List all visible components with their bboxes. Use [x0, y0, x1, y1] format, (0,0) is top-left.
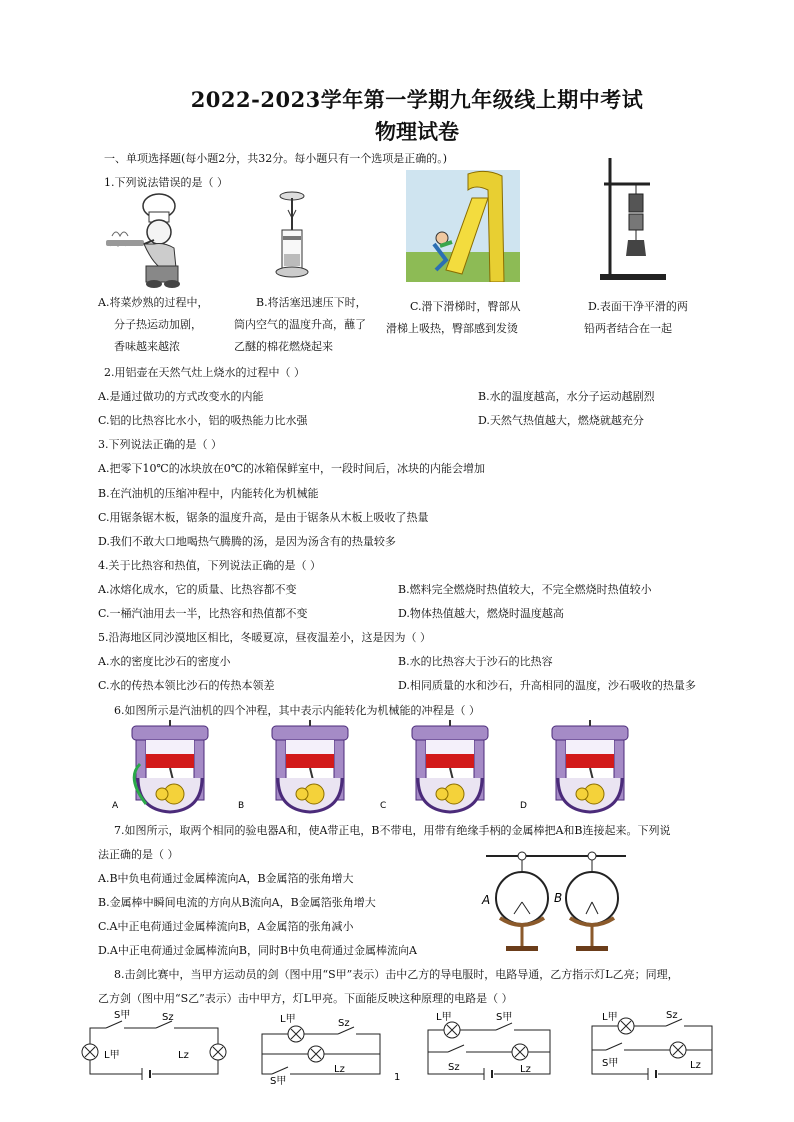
- question-6-stem: 6.如图所示是汽油机的四个冲程，其中表示内能转化为机械能的冲程是（ ）: [114, 704, 480, 717]
- circuit-c-l-jia: L甲: [436, 1012, 452, 1023]
- circuit-d-l-jia: L甲: [602, 1012, 618, 1023]
- q1-b-line3: 乙醚的棉花燃烧起来: [234, 340, 333, 353]
- q2-option-b: B.水的温度越高，水分子运动越剧烈: [478, 390, 655, 403]
- q4-option-a: A.冰熔化成水，它的质量、比热容都不变: [98, 583, 297, 596]
- circuit-c-s-jia: S甲: [496, 1012, 513, 1023]
- q3-option-b: B.在汽油机的压缩冲程中，内能转化为机械能: [98, 487, 319, 500]
- q7-option-a: A.B中负电荷通过金属棒流向A，B金属箔的张角增大: [98, 872, 354, 885]
- q7-option-d: D.A中正电荷通过金属棒流向B，同时B中负电荷通过金属棒流向A: [98, 944, 417, 957]
- page-number: 1: [394, 1072, 401, 1083]
- q4-option-b: B.燃料完全燃烧时热值较大，不完全燃烧时热值较小: [398, 583, 652, 596]
- question-2-stem: 2.用铝壶在天然气灶上烧水的过程中（ ）: [104, 366, 305, 379]
- question-1-stem: 1.下列说法错误的是（ ）: [104, 176, 228, 189]
- circuit-b-l-yi: Lz: [334, 1064, 345, 1075]
- q2-option-d: D.天然气热值越大，燃烧就越充分: [478, 414, 644, 427]
- exam-subtitle: 物理试卷: [375, 119, 459, 144]
- question-7-stem-line1: 7.如图所示，取两个相同的验电器A和，使A带正电，B不带电，用带有绝缘手柄的金属棒把A和B连接起来。下列说: [114, 824, 671, 837]
- engine-label-c: C: [380, 801, 387, 811]
- circuit-a-l-jia: L甲: [104, 1050, 120, 1061]
- electroscopes-figure: [476, 844, 636, 956]
- circuit-c-s-yi: Sz: [448, 1062, 460, 1073]
- engine-label-b: B: [238, 801, 245, 811]
- circuit-d-s-jia: S甲: [602, 1058, 619, 1069]
- cooking-chef-image: [104, 188, 204, 288]
- q7-option-c: C.A中正电荷通过金属棒流向B，A金属箔的张角减小: [98, 920, 354, 933]
- circuit-b-s-jia: S甲: [270, 1076, 287, 1086]
- q5-option-c: C.水的传热本领比沙石的传热本领差: [98, 679, 275, 692]
- circuit-options-figure: [76, 1008, 726, 1086]
- q5-option-d: D.相同质量的水和沙石，升高相同的温度，沙石吸收的热量多: [398, 679, 696, 692]
- q2-option-a: A.是通过做功的方式改变水的内能: [98, 390, 264, 403]
- q3-option-d: D.我们不敢大口地喝热气腾腾的汤，是因为汤含有的热量较多: [98, 535, 396, 548]
- q1-a-line3: 香味越来越浓: [114, 340, 180, 353]
- circuit-d-l-yi: Lz: [690, 1060, 701, 1071]
- piston-cylinder-image: [270, 188, 314, 280]
- q3-option-c: C.用锯条锯木板，锯条的温度升高，是由于锯条从木板上吸收了热量: [98, 511, 429, 524]
- circuit-c: [428, 1011, 550, 1080]
- q1-option-a: [98, 292, 208, 358]
- circuit-b: [262, 1013, 380, 1086]
- circuit-b-l-jia: L甲: [280, 1014, 296, 1025]
- q1-option-c: [386, 296, 521, 340]
- q1-d-line1: D.表面干净平滑的两: [588, 300, 688, 313]
- q7-option-b: B.金属棒中瞬间电流的方向从B流向A，B金属箔张角增大: [98, 896, 376, 909]
- lead-blocks-stand-image: [598, 152, 668, 286]
- q4-option-d: D.物体热值越大，燃烧时温度越高: [398, 607, 564, 620]
- circuit-a: [82, 1009, 226, 1080]
- section-heading: 一、单项选择题(每小题2分，共32分。每小题只有一个选项是正确的。): [104, 152, 448, 165]
- q1-d-line2: 铅两者结合在一起: [584, 322, 672, 335]
- engine-strokes-figure: [110, 718, 730, 818]
- circuit-c-l-yi: Lz: [520, 1064, 531, 1075]
- q5-option-b: B.水的比热容大于沙石的比热容: [398, 655, 553, 668]
- q1-b-line1: B.将活塞迅速压下时，: [256, 296, 367, 309]
- q1-c-line2: 滑梯上吸热，臀部感到发烫: [386, 322, 518, 335]
- q1-a-line2: 分子热运动加剧，: [114, 318, 202, 331]
- circuit-a-s-jia: S甲: [114, 1010, 131, 1021]
- question-3-stem: 3.下列说法正确的是（ ）: [98, 438, 222, 451]
- circuit-a-s-yi: Sz: [162, 1012, 174, 1023]
- q4-option-c: C.一桶汽油用去一半，比热容和热值都不变: [98, 607, 308, 620]
- q1-option-b: [234, 292, 367, 358]
- q1-b-line2: 筒内空气的温度升高，蘸了: [234, 318, 366, 331]
- circuit-b-s-yi: Sz: [338, 1018, 350, 1029]
- circuit-d-s-yi: Sz: [666, 1010, 678, 1021]
- electroscope-label-b: B: [554, 891, 563, 905]
- question-8-stem-line1: 8.击剑比赛中，当甲方运动员的剑（图中用“S甲”表示）击中乙方的导电服时，电路导通，乙方指示灯L乙亮；同理，: [114, 968, 679, 981]
- engine-label-a: A: [112, 801, 119, 811]
- question-8-stem-line2: 乙方剑（图中用“S乙”表示）击中甲方，灯L甲亮。下面能反映这种原理的电路是（ ）: [98, 992, 513, 1005]
- exam-title: 2022-2023学年第一学期九年级线上期中考试: [190, 87, 644, 112]
- q5-option-a: A.水的密度比沙石的密度小: [98, 655, 231, 668]
- circuit-a-l-yi: Lz: [178, 1050, 189, 1061]
- engine-label-d: D: [520, 801, 527, 811]
- q1-option-d: [584, 296, 688, 340]
- circuit-d: [592, 1010, 712, 1080]
- q1-a-line1: A.将菜炒熟的过程中，: [98, 296, 209, 309]
- q2-option-c: C.铝的比热容比水小，铝的吸热能力比水强: [98, 414, 308, 427]
- question-4-stem: 4.关于比热容和热值，下列说法正确的是（ ）: [98, 559, 321, 572]
- slide-image: [406, 170, 520, 282]
- question-5-stem: 5.沿海地区同沙漠地区相比，冬暖夏凉，昼夜温差小，这是因为（ ）: [98, 631, 431, 644]
- q1-c-line1: C.滑下滑梯时，臀部从: [410, 300, 521, 313]
- question-7-stem-line2: 法正确的是（ ）: [98, 848, 179, 861]
- electroscope-label-a: A: [482, 893, 491, 907]
- q3-option-a: A.把零下10℃的冰块放在0℃的冰箱保鲜室中，一段时间后，冰块的内能会增加: [98, 462, 486, 475]
